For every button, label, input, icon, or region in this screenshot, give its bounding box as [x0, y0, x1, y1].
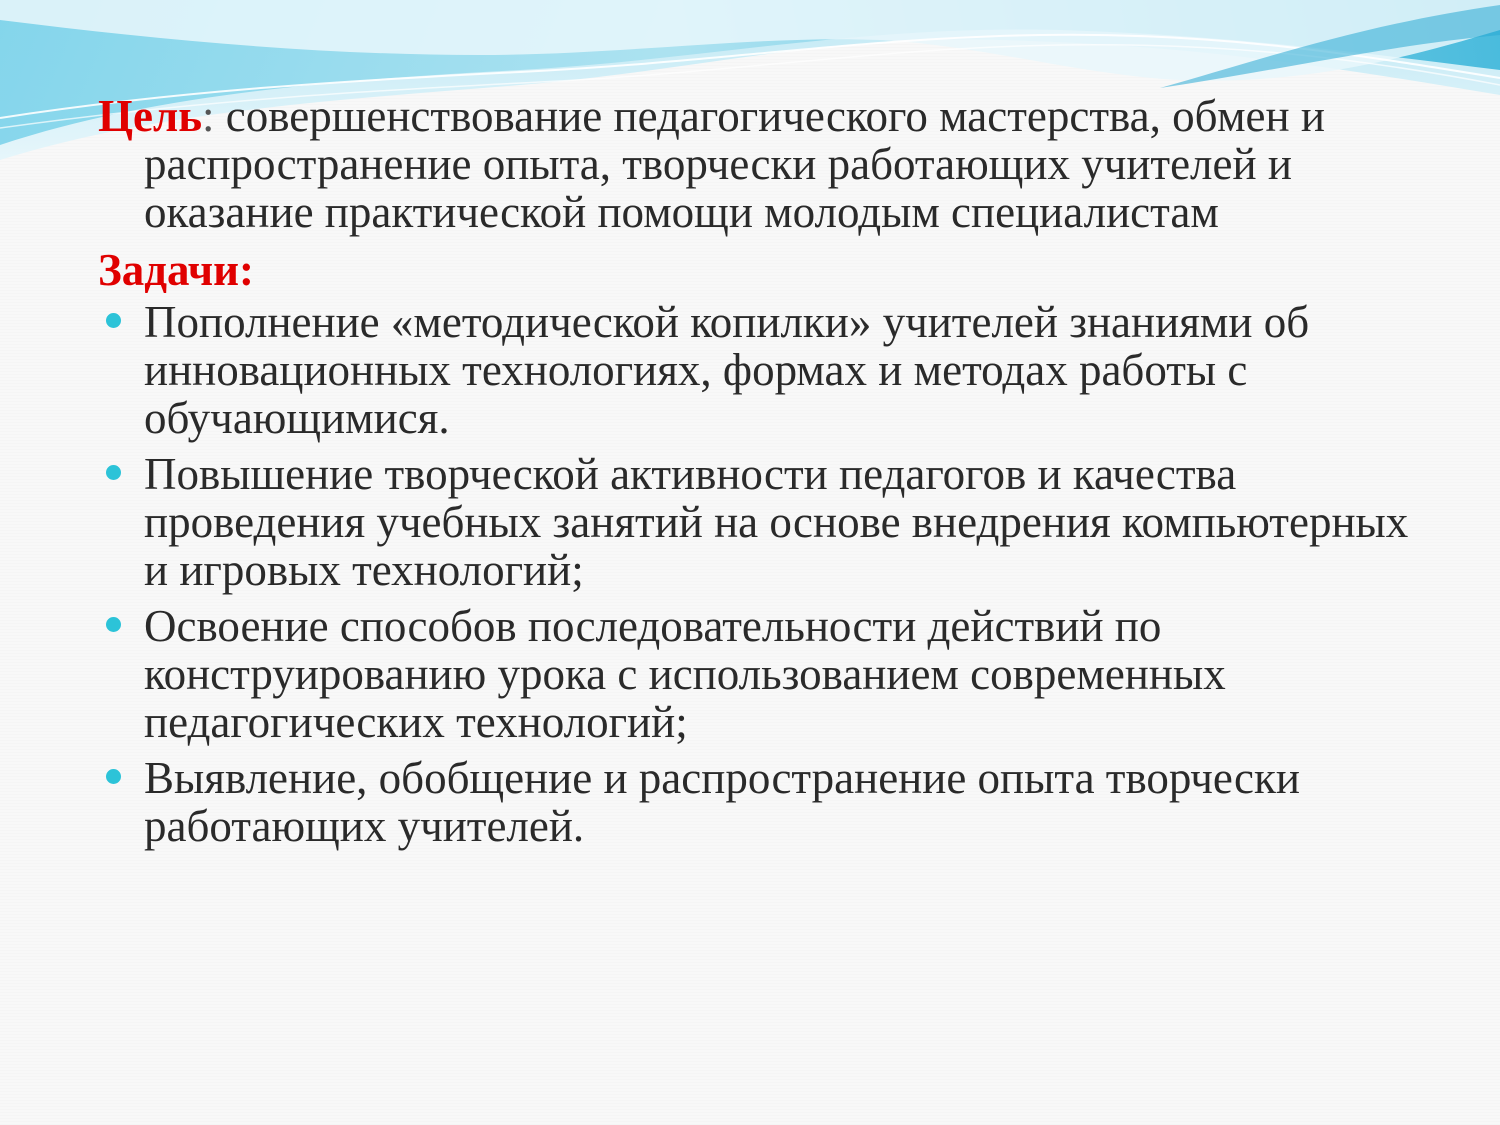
list-item-text: Выявление, обобщение и распространение опыта творчески работающих учителей. [144, 753, 1300, 851]
goal-text: совершенствование педагогического мастерства, обмен и распространение опыта, творчески работающих учителей и оказание практической помощи молодым специалистам [144, 91, 1325, 237]
slide-body [98, 92, 1438, 858]
list-item [98, 602, 1438, 746]
tasks-heading: Задачи: [98, 245, 255, 295]
tasks-list [98, 298, 1438, 850]
bullet-dot-icon [106, 313, 121, 328]
list-item [98, 450, 1438, 594]
goal-colon: : [202, 91, 215, 141]
list-item-text: Пополнение «методической копилки» учителей знаниями об инновационных технологиях, формах и методах работы с обучающимися. [144, 297, 1310, 443]
bullet-dot-icon [106, 617, 121, 632]
bullet-dot-icon [106, 769, 121, 784]
list-item-text: Повышение творческой активности педагогов и качества проведения учебных занятий на основе внедрения компьютерных и игровых технологий; [144, 449, 1409, 595]
list-item [98, 298, 1438, 442]
bullet-dot-icon [106, 465, 121, 480]
goal-label: Цель [98, 91, 203, 141]
list-item [98, 754, 1438, 850]
goal-paragraph [98, 92, 1438, 236]
list-item-text: Освоение способов последовательности действий по конструированию урока с использованием современных педагогических технологий; [144, 601, 1226, 747]
